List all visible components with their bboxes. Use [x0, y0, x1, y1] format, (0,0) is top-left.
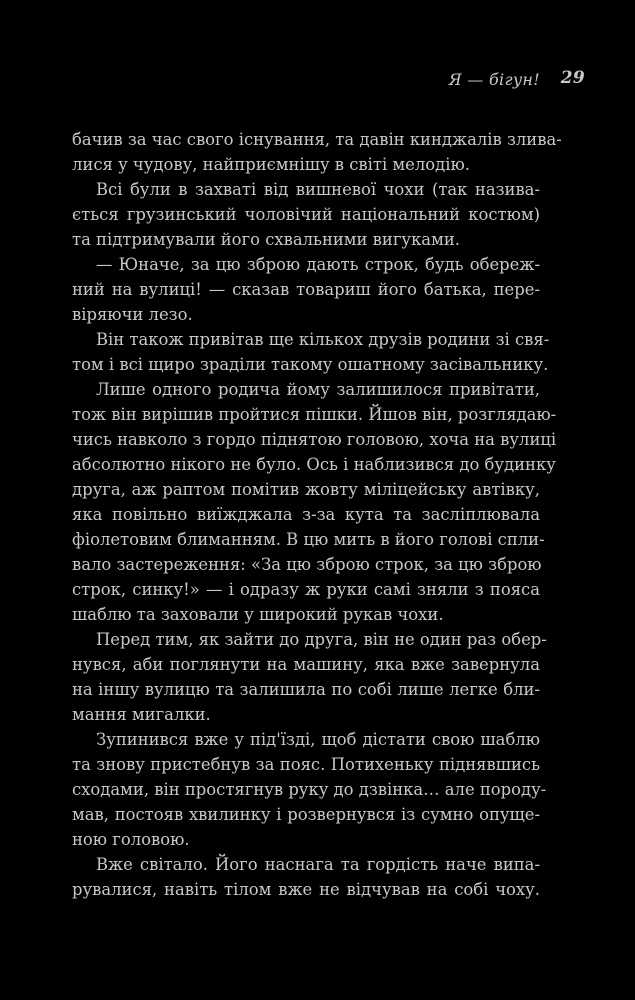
- text-line: — Юначе, за цю зброю дають строк, будь обереж-: [96, 255, 540, 274]
- text-line: Лише одного родича йому залишилося привітати,: [96, 380, 540, 399]
- running-title: Я — бігун!: [448, 70, 540, 89]
- text-line: яка повільно виїжджала з-за кута та засліплювала: [72, 505, 540, 524]
- text-line: мання мигалки.: [72, 705, 211, 724]
- text-line: ний на вулиці! — сказав товариш його батька, пере-: [72, 280, 540, 299]
- text-line: сходами, він простягнув руку до дзвінка… але породу-: [72, 780, 547, 799]
- text-line: та підтримували його схвальними вигуками.: [72, 230, 460, 249]
- text-line: абсолютно нікого не було. Ось і наблизився до будинку: [72, 455, 556, 474]
- text-line: ною головою.: [72, 830, 190, 849]
- text-line: та знову пристебнув за пояс. Потихеньку піднявшись: [72, 755, 540, 774]
- text-line: Він також привітав ще кількох друзів родини зі свя-: [96, 330, 550, 349]
- text-line: лися у чудову, найприємнішу в світі мелодію.: [72, 155, 470, 174]
- text-line: Всі були в захваті від вишневої чохи (так назива-: [96, 180, 540, 199]
- text-line: ється грузинський чоловічий національний костюм): [72, 205, 540, 224]
- text-line: Вже світало. Його наснага та гордість наче випа-: [96, 855, 540, 874]
- text-line: Перед тим, як зайти до друга, він не один раз обер-: [96, 630, 547, 649]
- text-line: друга, аж раптом помітив жовту міліцейську автівку,: [72, 480, 540, 499]
- text-line: рувалися, навіть тілом вже не відчував на собі чоху.: [72, 880, 540, 899]
- text-line: віряючи лезо.: [72, 305, 193, 324]
- text-line: на іншу вулицю та залишила по собі лише легке бли-: [72, 680, 540, 699]
- text-line: чись навколо з гордо піднятою головою, хоча на вулиці: [72, 430, 557, 449]
- text-line: нувся, аби поглянути на машину, яка вже завернула: [72, 655, 540, 674]
- text-line: Зупинився вже у під'їзді, щоб дістати свою шаблю: [96, 730, 540, 749]
- running-header: [448, 68, 585, 89]
- text-line: том і всі щиро зраділи такому ошатному засівальнику.: [72, 355, 549, 374]
- text-line: фіолетовим блиманням. В цю мить в його голові спли-: [72, 530, 545, 549]
- text-line: строк, синку!» — і одразу ж руки самі зняли з пояса: [72, 580, 540, 599]
- text-line: тож він вирішив пройтися пішки. Йшов він, розглядаю-: [72, 405, 557, 424]
- text-line: шаблю та заховали у широкий рукав чохи.: [72, 605, 444, 624]
- text-line: бачив за час свого існування, та давін кинджалів злива-: [72, 130, 562, 149]
- text-line: мав, постояв хвилинку і розвернувся із сумно опуще-: [72, 805, 540, 824]
- page-number: 29: [560, 68, 585, 88]
- text-line: вало застереження: «За цю зброю строк, за цю зброю: [72, 555, 542, 574]
